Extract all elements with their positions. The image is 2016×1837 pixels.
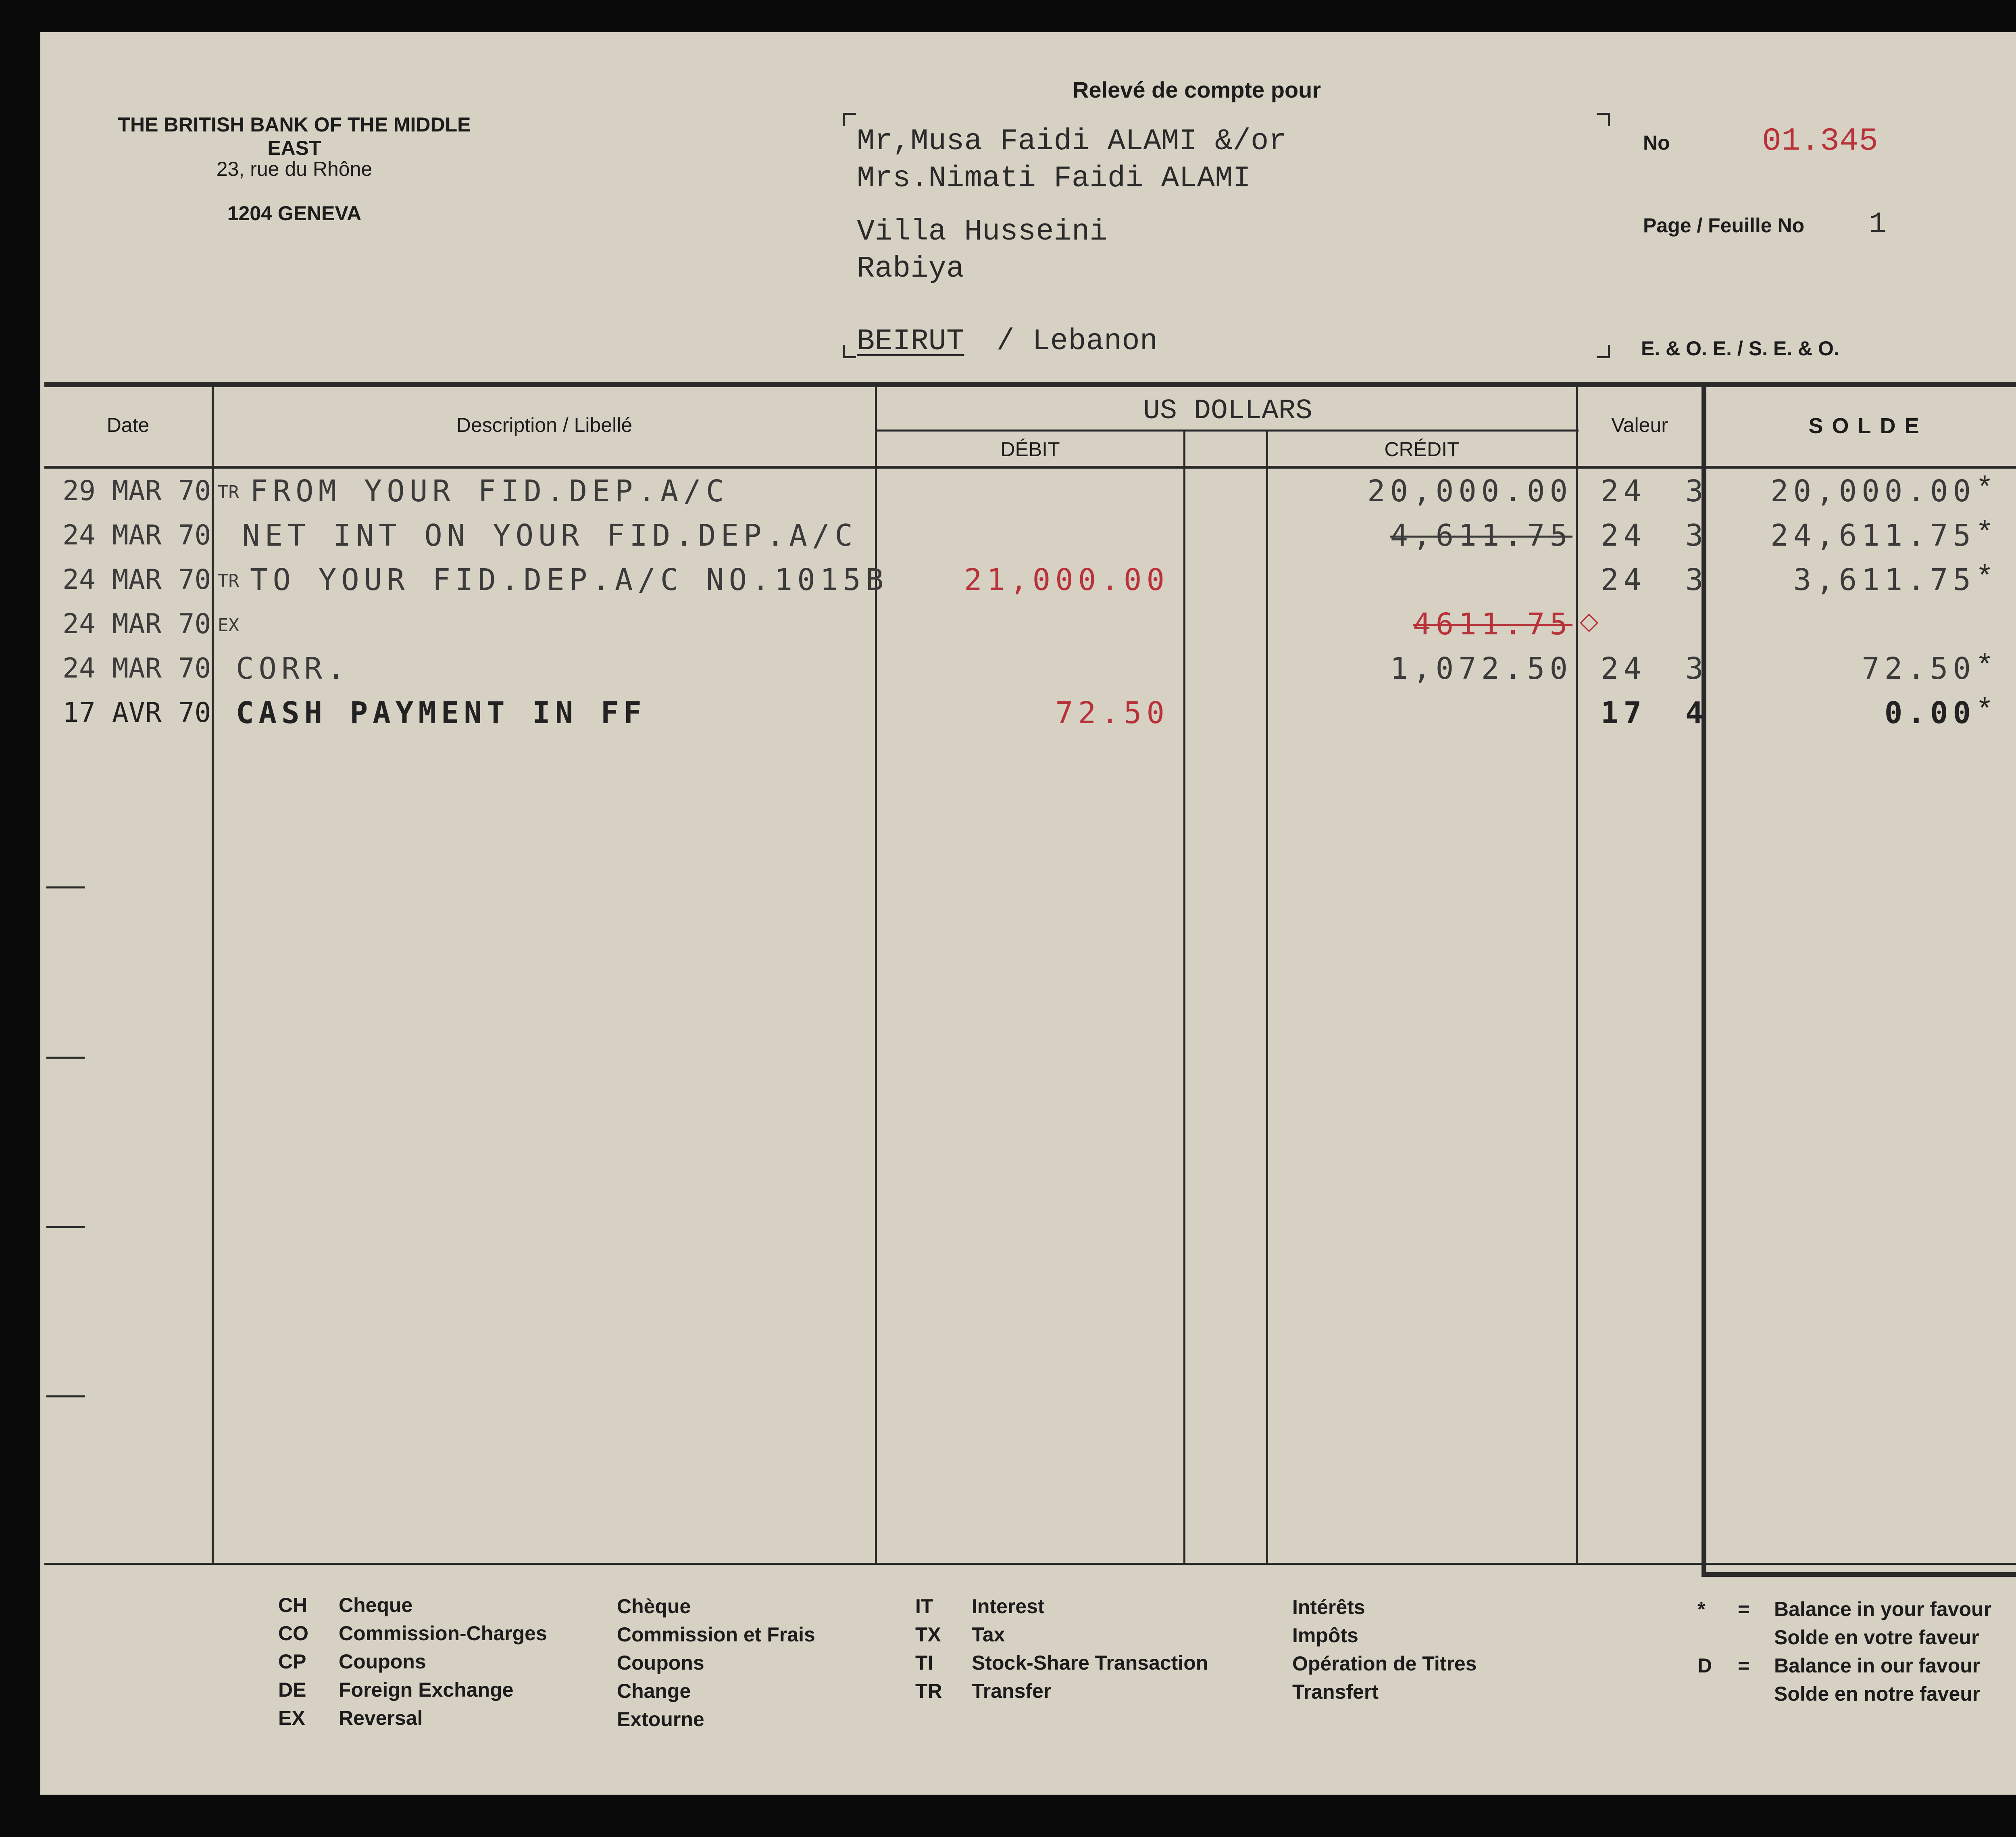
addressee-city: BEIRUT xyxy=(857,325,964,359)
row5-valeur-day: 24 xyxy=(1601,651,1647,686)
legend-french: Extourne xyxy=(617,1708,704,1731)
addressee-city-line xyxy=(857,325,1158,359)
addressee-country: / Lebanon xyxy=(996,325,1158,359)
statement-number-value: 01.345 xyxy=(1762,123,1879,160)
bank-address-line2: 1204 GENEVA xyxy=(227,202,362,225)
legend-french: Transfert xyxy=(1292,1681,1379,1703)
address-bracket-tl xyxy=(843,113,856,126)
row6-debit: 72.50 xyxy=(1055,696,1169,730)
row4-date: 24 MAR 70 xyxy=(62,608,211,640)
col-header-debit: DÉBIT xyxy=(1000,438,1060,461)
balance-equals: = xyxy=(1738,1598,1750,1620)
col-header-description: Description / Libellé xyxy=(456,414,633,436)
col-divider-date xyxy=(212,387,214,1563)
row6-description: CASH PAYMENT IN FF xyxy=(236,696,646,730)
legend-codes-col1 xyxy=(278,1591,308,1732)
legend-english-col2 xyxy=(972,1592,1208,1705)
addressee-line2: Mrs.Nimati Faidi ALAMI xyxy=(857,162,1251,196)
legend-code: CH xyxy=(278,1594,308,1616)
row2-valeur-day: 24 xyxy=(1601,518,1647,553)
legend-english: Coupons xyxy=(339,1650,426,1673)
row3-balance-mark: * xyxy=(1976,561,1994,595)
row1-date: 29 MAR 70 xyxy=(62,475,211,507)
legend-code: CP xyxy=(278,1650,306,1673)
row3-date: 24 MAR 70 xyxy=(62,564,211,596)
row6-valeur-month: 4 xyxy=(1685,696,1708,730)
balance-symbol: * xyxy=(1697,1598,1706,1620)
balance-equals: = xyxy=(1738,1654,1750,1677)
legend-french-col2 xyxy=(1292,1593,1477,1706)
legend-code: CO xyxy=(278,1622,308,1645)
legend-english: Commission-Charges xyxy=(339,1622,547,1645)
legend-english: Stock-Share Transaction xyxy=(972,1651,1208,1674)
legend-code: TR xyxy=(915,1680,942,1702)
col-header-date: Date xyxy=(106,414,150,436)
statement-number-label: No xyxy=(1643,131,1670,154)
statement-title: Relevé de compte pour xyxy=(1073,77,1321,102)
row4-correction-mark: ◇ xyxy=(1580,609,1599,637)
col-header-solde: SOLDE xyxy=(1808,414,1928,438)
table-header-rule xyxy=(44,466,2016,469)
row5-valeur-month: 3 xyxy=(1685,651,1708,686)
row6-solde: 0.00 xyxy=(1884,696,1976,730)
address-bracket-bl xyxy=(843,345,856,358)
margin-tick xyxy=(46,1057,85,1059)
balance-french: Solde en votre faveur xyxy=(1774,1626,1979,1649)
row2-solde: 24,611.75 xyxy=(1770,518,1976,553)
row5-solde: 72.50 xyxy=(1862,651,1976,686)
row2-credit: 4,611.75 xyxy=(1390,518,1572,553)
table-top-rule xyxy=(44,382,2016,387)
legend-english: Reversal xyxy=(339,1707,423,1729)
col-header-valeur: Valeur xyxy=(1611,414,1668,436)
col-divider-debit-split xyxy=(1183,432,1185,1563)
address-bracket-br xyxy=(1597,345,1610,358)
col-divider-credit xyxy=(1266,432,1268,1563)
legend-english: Foreign Exchange xyxy=(339,1679,514,1701)
solde-box-bottom xyxy=(1702,1572,2016,1577)
row5-balance-mark: * xyxy=(1976,650,1994,684)
row3-code: TR xyxy=(218,571,239,591)
table-bottom-rule xyxy=(44,1563,2016,1565)
row1-valeur-month: 3 xyxy=(1685,474,1708,509)
balance-symbol: D xyxy=(1697,1654,1712,1677)
row6-balance-mark: * xyxy=(1976,694,1994,728)
legend-code: DE xyxy=(278,1679,306,1701)
address-bracket-tr xyxy=(1597,113,1610,126)
row2-valeur-month: 3 xyxy=(1685,518,1708,553)
row1-description: FROM YOUR FID.DEP.A/C xyxy=(250,474,729,509)
row2-balance-mark: * xyxy=(1976,517,1994,551)
row3-solde: 3,611.75 xyxy=(1793,563,1976,597)
row5-credit: 1,072.50 xyxy=(1390,651,1572,686)
row6-date: 17 AVR 70 xyxy=(62,697,211,729)
row3-valeur-month: 3 xyxy=(1685,563,1708,597)
errors-omissions-notice: E. & O. E. / S. E. & O. xyxy=(1641,337,1839,360)
balance-legend-symbols xyxy=(1697,1595,1712,1680)
col-header-credit: CRÉDIT xyxy=(1384,438,1460,461)
row2-description: NET INT ON YOUR FID.DEP.A/C xyxy=(242,518,858,553)
row4-code: EX xyxy=(218,615,239,636)
margin-tick xyxy=(46,1226,85,1228)
legend-english: Cheque xyxy=(339,1594,413,1616)
row1-valeur-day: 24 xyxy=(1601,474,1647,509)
balance-english: Balance in your favour xyxy=(1774,1598,1992,1620)
addressee-block xyxy=(857,123,1287,288)
legend-french: Impôts xyxy=(1292,1624,1358,1647)
legend-code: EX xyxy=(278,1707,305,1729)
balance-legend-text xyxy=(1774,1595,1991,1708)
balance-english: Balance in our favour xyxy=(1774,1654,1981,1677)
legend-french: Commission et Frais xyxy=(617,1623,815,1646)
row1-credit: 20,000.00 xyxy=(1367,474,1572,509)
legend-french: Opération de Titres xyxy=(1292,1652,1477,1675)
addressee-line3: Villa Husseini xyxy=(857,215,1108,249)
legend-french-col1 xyxy=(617,1592,815,1733)
row1-solde: 20,000.00 xyxy=(1770,474,1976,509)
page-number-value: 1 xyxy=(1869,208,1887,242)
legend-french: Coupons xyxy=(617,1651,704,1674)
balance-french: Solde en notre faveur xyxy=(1774,1683,1981,1705)
col-divider-valeur xyxy=(1576,387,1578,1563)
bank-address-line1: 23, rue du Rhône xyxy=(216,158,373,180)
legend-english: Transfer xyxy=(972,1680,1052,1702)
legend-codes-col2 xyxy=(915,1592,942,1705)
balance-legend-equals xyxy=(1738,1595,1749,1680)
margin-tick xyxy=(46,1395,85,1397)
legend-english: Interest xyxy=(972,1595,1045,1618)
row5-date: 24 MAR 70 xyxy=(62,653,211,684)
addressee-line4: Rabiya xyxy=(857,252,964,286)
row3-valeur-day: 24 xyxy=(1601,563,1647,597)
margin-tick xyxy=(46,886,85,888)
row3-debit: 21,000.00 xyxy=(964,563,1169,597)
legend-french: Chèque xyxy=(617,1595,691,1618)
legend-french: Change xyxy=(617,1680,691,1702)
row4-credit: 4611.75 xyxy=(1413,607,1572,642)
currency-header: US DOLLARS xyxy=(1143,395,1313,427)
legend-french: Intérêts xyxy=(1292,1596,1365,1618)
row1-code: TR xyxy=(218,482,239,503)
row5-description: CORR. xyxy=(236,651,350,686)
row1-balance-mark: * xyxy=(1976,473,1994,507)
bank-statement-page xyxy=(40,32,2016,1795)
legend-code: IT xyxy=(915,1595,933,1618)
row6-valeur-day: 17 xyxy=(1601,696,1647,730)
page-number-label: Page / Feuille No xyxy=(1643,214,1805,237)
legend-english-col1 xyxy=(339,1591,547,1732)
addressee-line1: Mr,Musa Faidi ALAMI &/or xyxy=(857,125,1287,158)
legend-code: TI xyxy=(915,1651,933,1674)
bank-name: THE BRITISH BANK OF THE MIDDLE EAST xyxy=(118,113,471,159)
legend-english: Tax xyxy=(972,1623,1005,1646)
row2-date: 24 MAR 70 xyxy=(62,519,211,551)
row3-description: TO YOUR FID.DEP.A/C NO.1015B xyxy=(250,563,889,597)
currency-underline xyxy=(877,430,1579,432)
legend-code: TX xyxy=(915,1623,941,1646)
